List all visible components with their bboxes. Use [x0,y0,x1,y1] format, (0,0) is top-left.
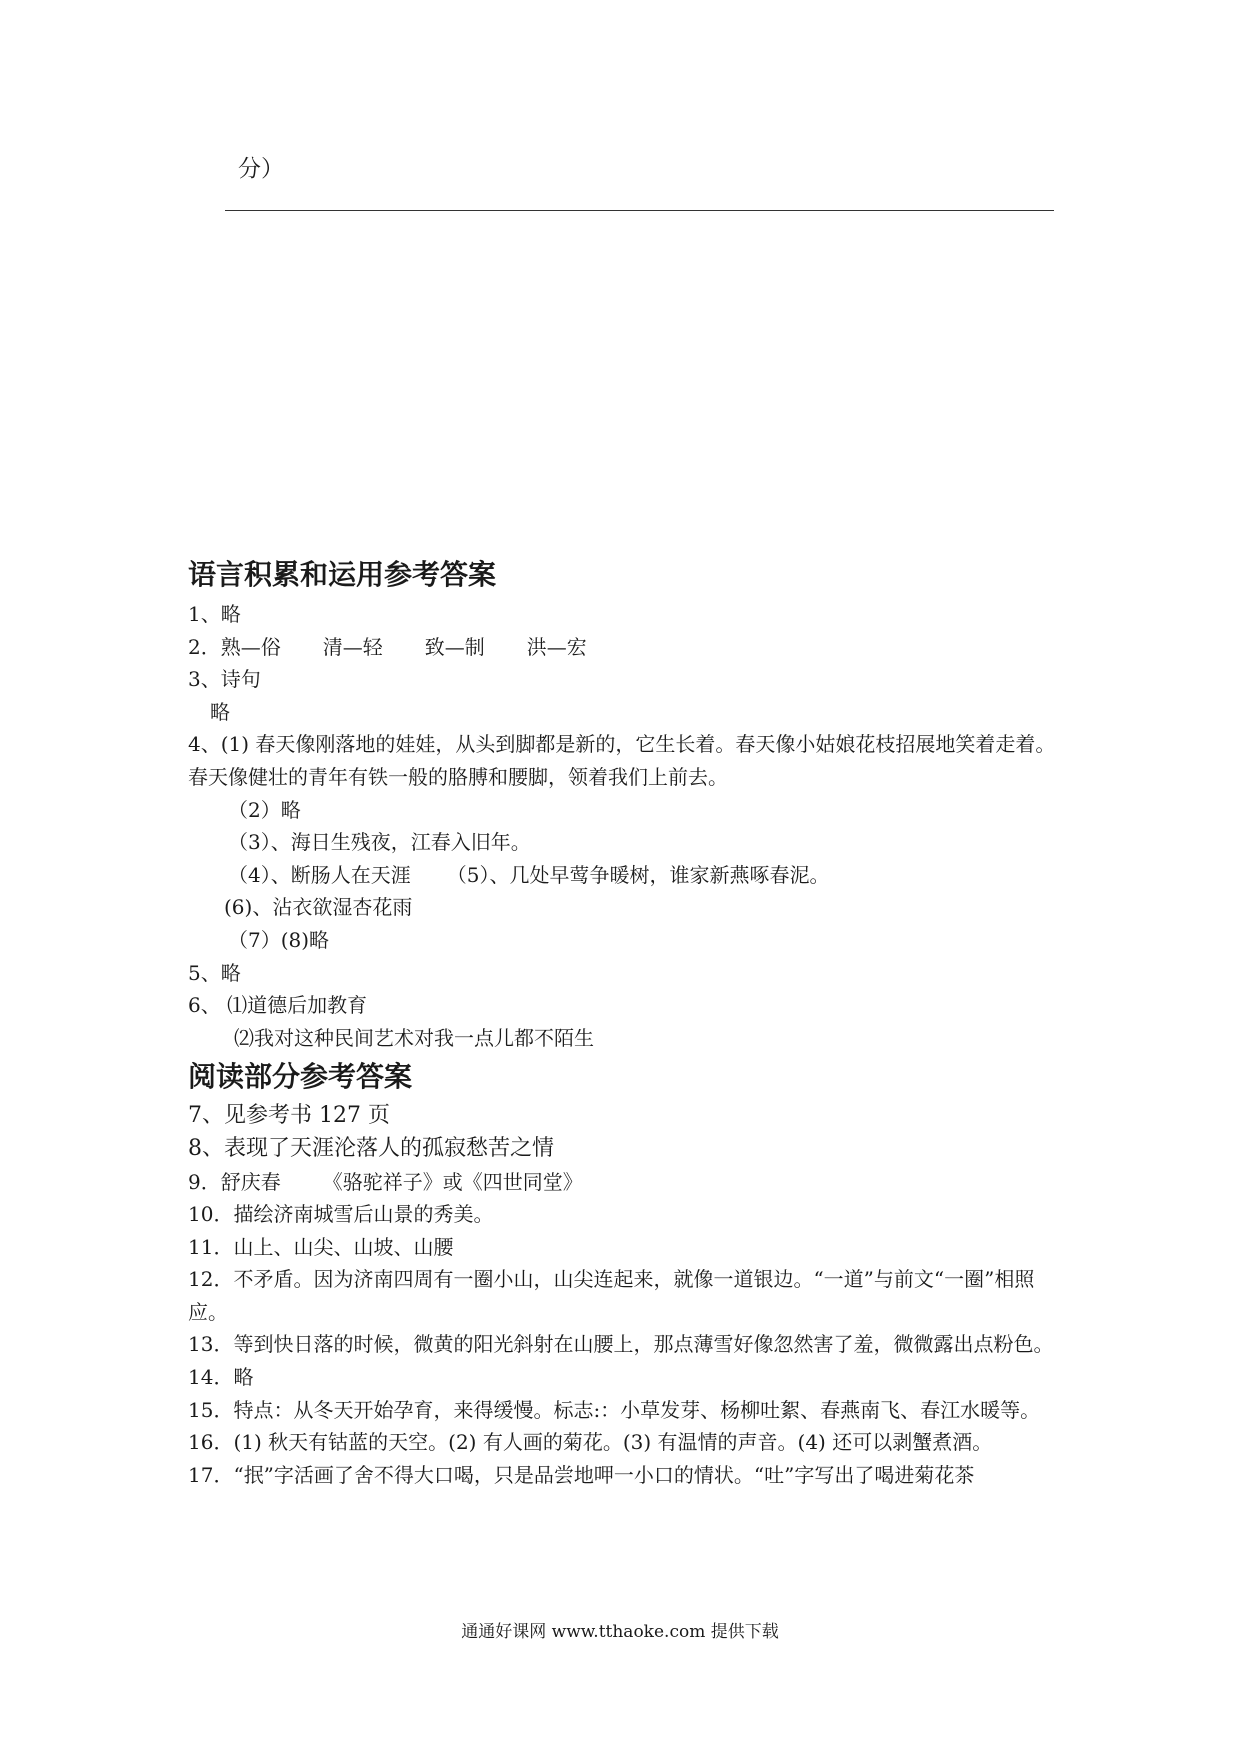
answer-q3-value: 略 [210,699,230,724]
answer-q12: 12．不矛盾。因为济南四周有一圈小山，山尖连起来，就像一道银边。“一道”与前文“一圈”相照应。 [188,1267,1035,1324]
answer-q4-2: （2）略 [228,797,301,822]
q2-pair: 熟—俗 [220,634,281,659]
answer-q3: 3、诗句 [188,667,261,692]
q2-pair: 清—轻 [322,634,383,659]
horizontal-rule [225,210,1054,211]
answer-q6-2: ⑵我对这种民间艺术对我一点儿都不陌生 [234,1025,594,1050]
section-title-language: 语言积累和运用参考答案 [188,558,497,591]
answer-q7: 7、见参考书 127 页 [188,1103,390,1129]
section-title-reading: 阅读部分参考答案 [188,1060,413,1094]
answer-q10: 10．描绘济南城雪后山景的秀美。 [188,1202,494,1227]
answer-q5: 5、略 [188,960,241,985]
page-fragment-text: 分） [238,156,284,182]
answer-q4-4: （4）、断肠人在天涯 [228,862,411,887]
answer-content [188,552,1058,1491]
answer-q9-author: 9．舒庆春 [188,1169,281,1194]
answer-q4-5: （5）、几处早莺争暖树，谁家新燕啄春泥。 [446,862,830,887]
answer-q11: 11．山上、山尖、山坡、山腰 [188,1234,454,1259]
answer-q8: 8、表现了天涯沦落人的孤寂愁苦之情 [188,1135,554,1161]
answer-q9 [188,1166,1058,1199]
answer-q1: 1、略 [188,602,241,626]
answer-q4-78: （7）(8)略 [228,927,330,952]
answer-q6-1: 6、 ⑴道德后加教育 [188,993,368,1018]
answer-q4-6: (6)、沾衣欲湿杏花雨 [224,895,413,920]
answer-q16: 16．(1) 秋天有钴蓝的天空。(2) 有人画的菊花。(3) 有温情的声音。(4) 还可以剥蟹煮酒。 [188,1430,993,1455]
answer-q4-3: （3）、海日生残夜，江春入旧年。 [228,830,531,855]
answer-q15: 15．特点：从冬天开始孕育，来得缓慢。标志:：小草发芽、杨柳吐絮、春燕南飞、春江水暖等。 [188,1397,1041,1422]
answer-q4: 4、(1) 春天像刚落地的娃娃，从头到脚都是新的，它生长着。春天像小姑娘花枝招展地笑着走着。春天像健壮的青年有铁一般的胳膊和腰脚，领着我们上前去。 [188,732,1056,789]
answer-q14: 14．略 [188,1365,254,1390]
answer-q9-works: 《骆驼祥子》或《四世同堂》 [322,1169,583,1194]
answer-q2 [188,631,1058,664]
answer-q4-45 [188,859,1058,892]
page-footer: 通通好课网 www.tthaoke.com 提供下载 [461,1622,779,1642]
answer-q13: 13．等到快日落的时候，微黄的阳光斜射在山腰上，那点薄雪好像忽然害了羞，微微露出点粉色。 [188,1332,1054,1357]
q2-pair: 洪—宏 [526,634,587,659]
q2-label: 2． [188,634,221,659]
answer-q17: 17．“抿”字活画了舍不得大口喝，只是品尝地呷一小口的情状。“吐”字写出了喝进菊花茶 [188,1462,975,1487]
q2-pair: 致—制 [424,634,485,659]
